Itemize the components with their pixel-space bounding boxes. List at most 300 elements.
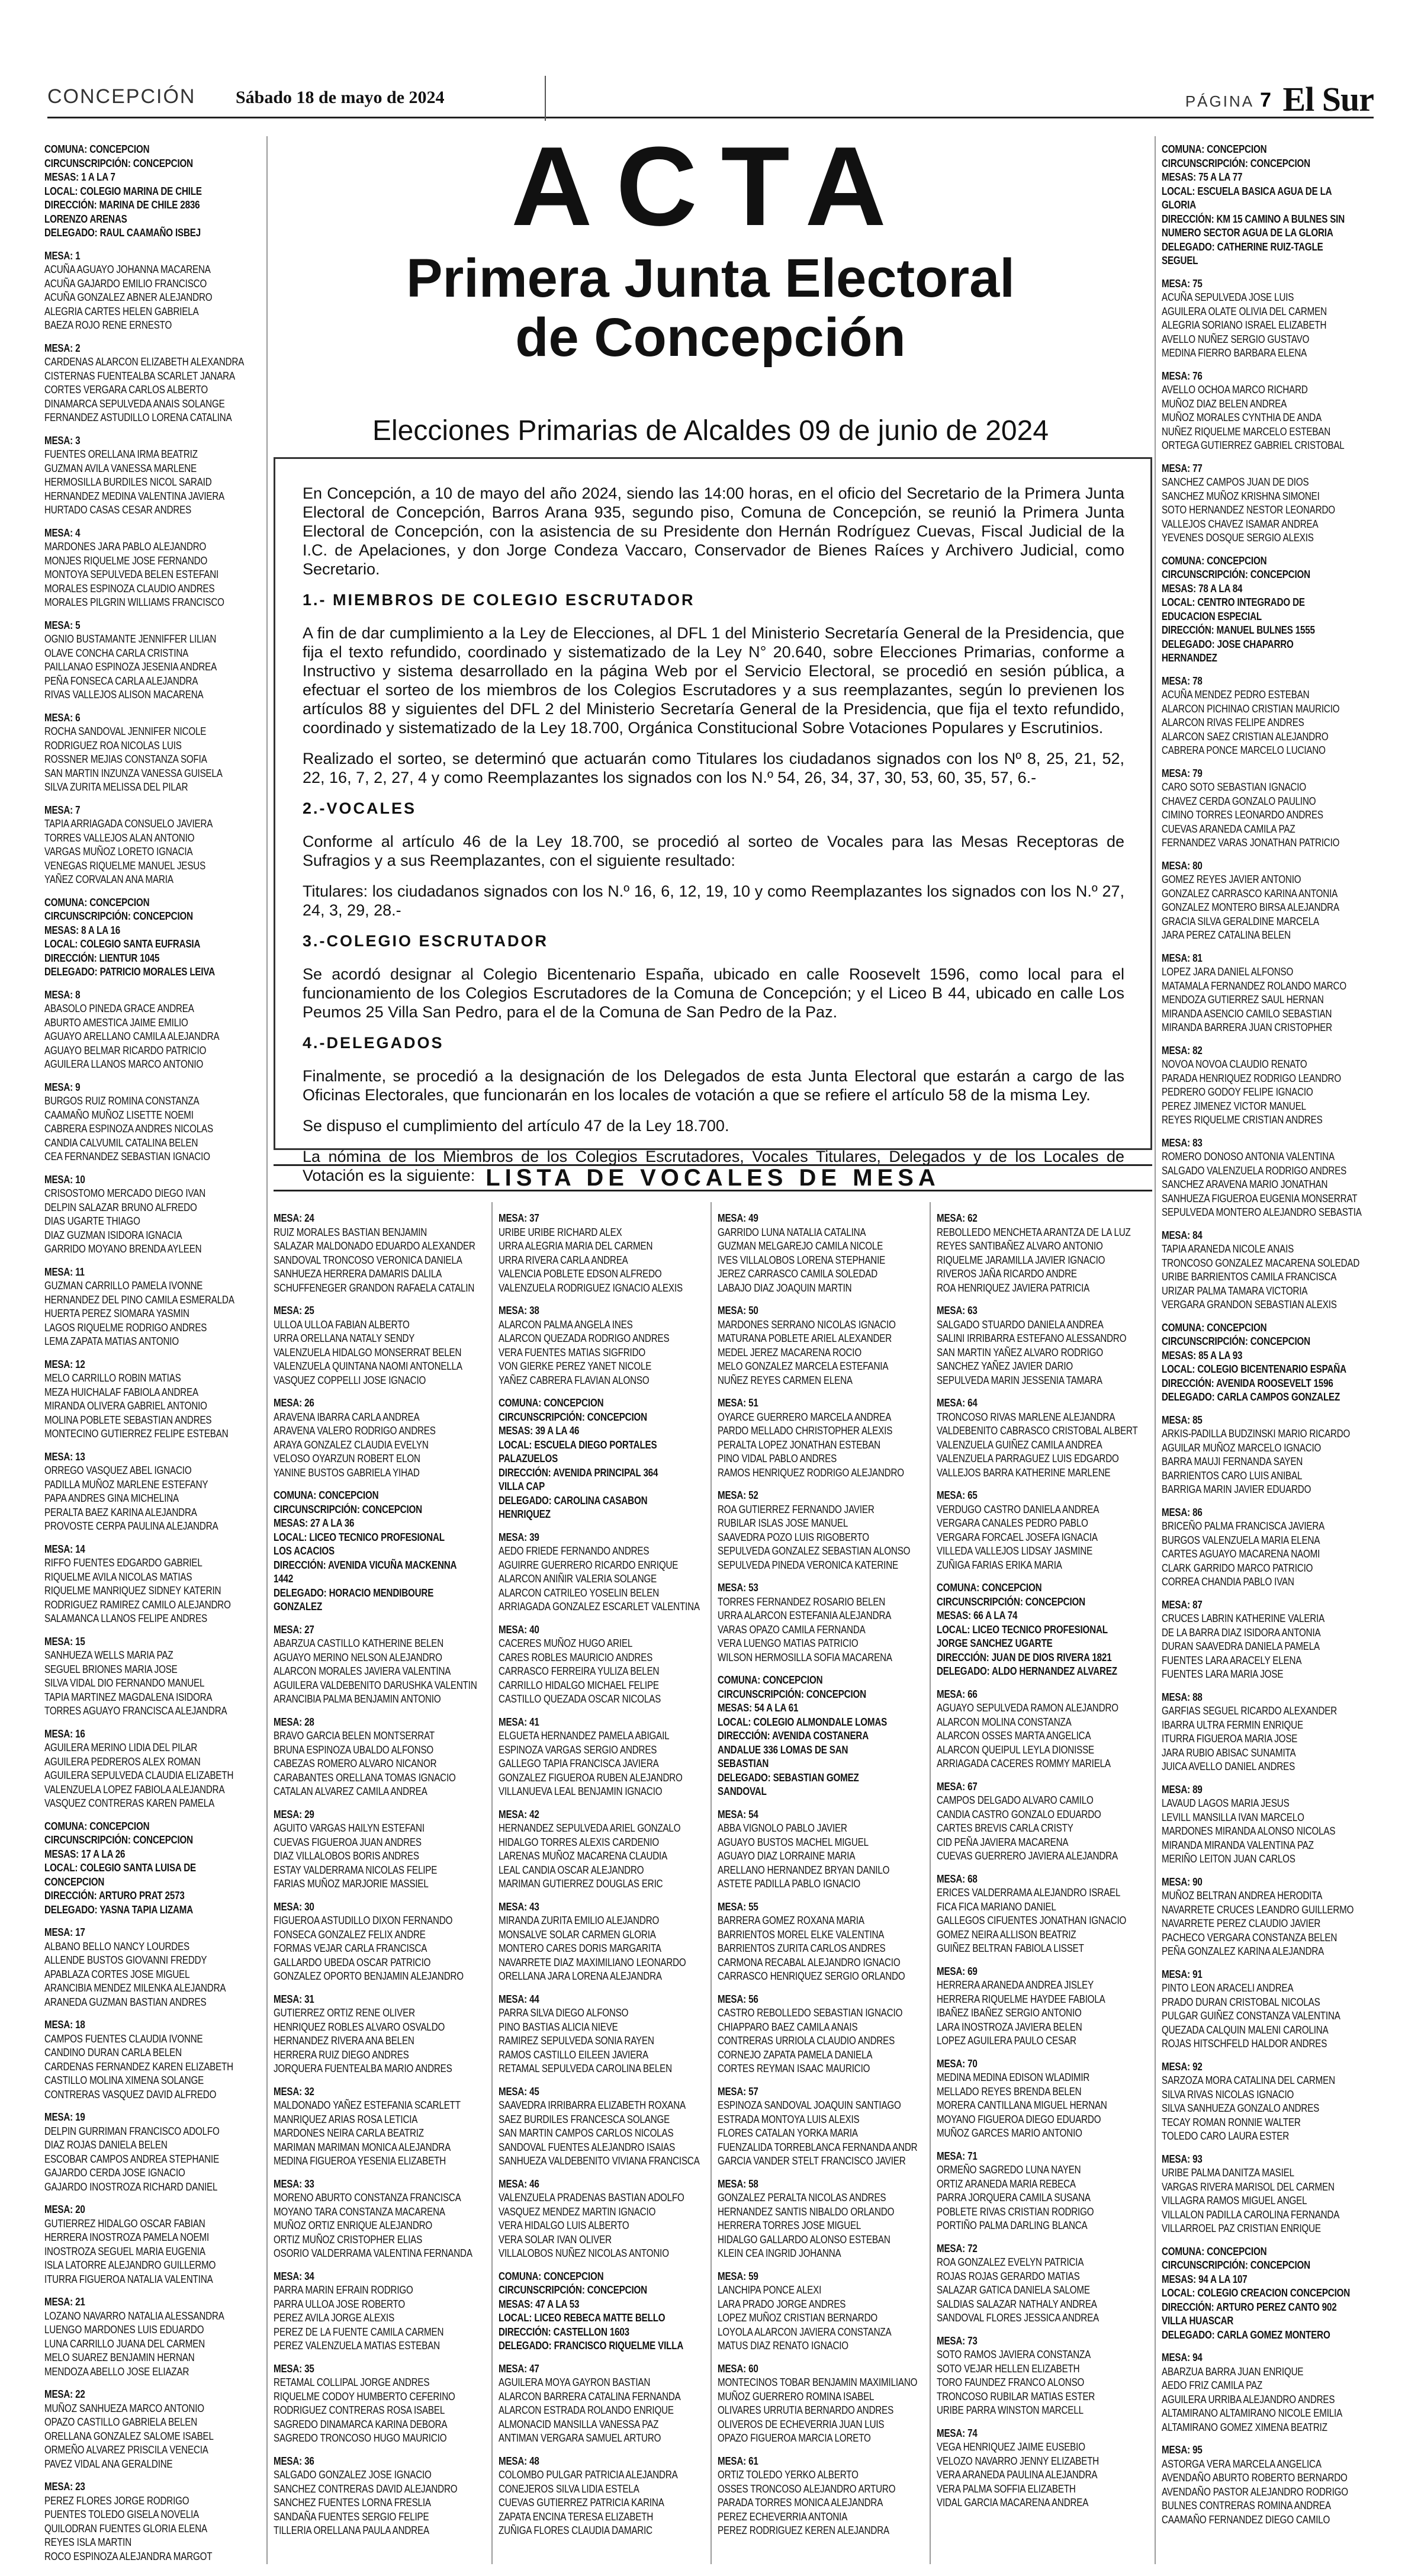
vocal-name: SEPULVEDA GONZALEZ SEBASTIAN ALONSO (718, 1544, 911, 1557)
vocal-name: SEPULVEDA PINEDA VERONICA KATERINE (718, 1558, 898, 1571)
polling-place-line: DELEGADO: SEBASTIAN GOMEZ (718, 1771, 859, 1784)
vocal-name: MATAMALA FERNANDEZ ROLANDO MARCO (1162, 979, 1346, 992)
vocal-name: CEA FERNANDEZ SEBASTIAN IGNACIO (44, 1150, 210, 1162)
mesa-block (1162, 1505, 1378, 1589)
mesa-block (1162, 1598, 1378, 1681)
vocal-name: OLIVEROS DE ECHEVERRIA JUAN LUIS (718, 2417, 885, 2430)
mesa-block (499, 1623, 712, 1706)
vocal-name: SOTO VEJAR HELLEN ELIZABETH (937, 2362, 1080, 2375)
polling-place-line: DIRECCIÓN: JUAN DE DIOS RIVERA 1821 (937, 1650, 1112, 1663)
vocal-name: SEGUEL BRIONES MARIA JOSE (44, 1662, 178, 1675)
vocal-name: MARIMAN MARIMAN MONICA ALEJANDRA (274, 2140, 451, 2153)
vocal-name: NAVARRETE PEREZ CLAUDIO JAVIER (1162, 1917, 1321, 1929)
vocal-name: ISLA LATORRE ALEJANDRO GUILLERMO (44, 2259, 216, 2271)
vocal-name: PUENTES TOLEDO GISELA NOVELIA (44, 2508, 200, 2520)
vocal-name: ALARCON MOLINA CONSTANZA (937, 1715, 1072, 1728)
vocal-name: SANHUEZA HERRERA DAMARIS DALILA (274, 1267, 442, 1280)
polling-place-line: COMUNA: CONCEPCION (499, 1396, 604, 1409)
mesa-title: MESA: 47 (499, 2362, 539, 2375)
mesa-title: MESA: 63 (937, 1304, 978, 1316)
vocal-name: SANDOVAL TRONCOSO VERONICA DANIELA (274, 1253, 462, 1266)
vocal-name: VILLAGRA RAMOS MIGUEL ANGEL (1162, 2194, 1307, 2206)
vocal-name: ABASOLO PINEDA GRACE ANDREA (44, 1002, 194, 1014)
vocal-name: BULNES CONTRERAS ROMINA ANDREA (1162, 2499, 1331, 2511)
vocal-name: SARZOZA MORA CATALINA DEL CARMEN (1162, 2074, 1335, 2086)
mesa-block (937, 2334, 1150, 2417)
vocal-name: RIFFO FUENTES EDGARDO GABRIEL (44, 1556, 202, 1569)
vocal-name: VEGA HENRIQUEZ JAIME EUSEBIO (937, 2440, 1085, 2453)
section-4-paragraph-3: La nómina de los Miembros de los Colegios Escrutadores, Vocales Titulares, Delegados y de los Locales de Votación es la siguiente: (303, 1148, 1124, 1184)
vocal-name: IBAÑEZ IBAÑEZ SERGIO ANTONIO (937, 2006, 1082, 2019)
vocal-name: SALDIAS SALAZAR NATHALY ANDREA (937, 2297, 1097, 2310)
vocal-name: VERA ARANEDA PAULINA ALEJANDRA (937, 2468, 1098, 2481)
vocal-name: RODRIGUEZ CONTRERAS ROSA ISABEL (274, 2404, 445, 2416)
polling-place-line: COMUNA: CONCEPCION (1162, 1321, 1267, 1334)
vocal-name: CRUCES LABRIN KATHERINE VALERIA (1162, 1612, 1325, 1624)
vocal-name: YEVENES DOSQUE SERGIO ALEXIS (1162, 531, 1314, 544)
vocal-name: PAVEZ VIDAL ANA GERALDINE (44, 2457, 173, 2470)
vocal-name: PINTO LEON ARACELI ANDREA (1162, 1981, 1294, 1994)
vocal-name: SANCHEZ CONTRERAS DAVID ALEJANDRO (274, 2482, 458, 2495)
vocal-name: HUERTA PEREZ SIOMARA YASMIN (44, 1307, 189, 1319)
vocal-name: ALTAMIRANO ALTAMIRANO NICOLE EMILIA (1162, 2407, 1343, 2419)
vocal-name: MARDONES JARA PABLO ALEJANDRO (44, 540, 207, 553)
vocal-name: IBARRA ULTRA FERMIN ENRIQUE (1162, 1718, 1303, 1731)
vocal-name: PINO BASTIAS ALICIA NIEVE (499, 2020, 618, 2033)
vocal-name: CORTES VERGARA CARLOS ALBERTO (44, 383, 208, 396)
polling-place-line: DELEGADO: HORACIO MENDIBOURE (274, 1586, 434, 1599)
vocal-name: ALBANO BELLO NANCY LOURDES (44, 1939, 190, 1952)
vocal-name: PULGAR GUIÑEZ CONSTANZA VALENTINA (1162, 2009, 1340, 2022)
vocal-name: LAVAUD LAGOS MARIA JESUS (1162, 1797, 1290, 1809)
vocal-name: SANDOVAL FUENTES ALEJANDRO ISAIAS (499, 2140, 676, 2153)
mesa-title: MESA: 25 (274, 1304, 314, 1316)
vocal-name: ABBA VIGNOLO PABLO JAVIER (718, 1822, 847, 1834)
polling-place-line: MESAS: 94 A LA 107 (1162, 2272, 1248, 2285)
mesa-block (718, 2362, 931, 2445)
vocal-name: LOPEZ MUÑOZ CRISTIAN BERNARDO (718, 2311, 878, 2324)
vocal-name: BRAVO GARCIA BELEN MONTSERRAT (274, 1729, 435, 1742)
vocal-name: GONZALEZ MONTERO BIRSA ALEJANDRA (1162, 901, 1339, 913)
polling-place-line: MESAS: 54 A LA 61 (718, 1701, 799, 1714)
vocal-name: MERIÑO LEITON JUAN CARLOS (1162, 1852, 1295, 1865)
vocal-name: LARA INOSTROZA JAVIERA BELEN (937, 2020, 1082, 2033)
vocal-name: MONSALVE SOLAR CARMEN GLORIA (499, 1928, 656, 1941)
vocal-name: VON GIERKE PEREZ YANET NICOLE (499, 1360, 652, 1372)
vocal-name: CISTERNAS FUENTEALBA SCARLET JANARA (44, 369, 235, 382)
mesa-title: MESA: 71 (937, 2149, 978, 2162)
vocal-name: VALENCIA POBLETE EDSON ALFREDO (499, 1267, 662, 1280)
mesa-block (937, 2149, 1150, 2233)
vocal-name: CAMPOS DELGADO ALVARO CAMILO (937, 1794, 1094, 1806)
mesa-block (274, 1900, 487, 1983)
mesa-block (1162, 369, 1378, 452)
mesa-block (44, 433, 261, 517)
vocal-name: RIQUELME JARAMILLA JAVIER IGNACIO (937, 1253, 1105, 1266)
vocal-name: JARA PEREZ CATALINA BELEN (1162, 929, 1291, 941)
vocal-name: ARRIAGADA CACERES ROMMY MARIELA (937, 1757, 1111, 1769)
polling-place-line: DELEGADO: CARLA GOMEZ MONTERO (1162, 2328, 1330, 2341)
mesa-block (274, 1303, 487, 1387)
vocal-name: MENDOZA GUTIERREZ SAUL HERNAN (1162, 993, 1324, 1006)
mesa-title: MESA: 95 (1162, 2443, 1203, 2456)
vocal-name: ROA GONZALEZ EVELYN PATRICIA (937, 2256, 1084, 2268)
vocal-name: YAÑEZ CABRERA FLAVIAN ALONSO (499, 1373, 650, 1386)
vocal-name: GONZALEZ FIGUEROA RUBEN ALEJANDRO (499, 1771, 683, 1784)
vocal-name: ROA GUTIERREZ FERNANDO JAVIER (718, 1502, 875, 1515)
mesa-block (937, 1396, 1150, 1479)
vocal-name: ALARCON MORALES JAVIERA VALENTINA (274, 1665, 451, 1677)
vocal-name: CARMONA RECABAL ALEJANDRO IGNACIO (718, 1955, 901, 1968)
vocal-name: BARRERA GOMEZ ROXANA MARIA (718, 1914, 864, 1926)
vocal-name: HIDALGO GALLARDO ALONSO ESTEBAN (718, 2233, 890, 2246)
mesa-title: MESA: 79 (1162, 766, 1203, 779)
vocal-name: AGUILERA SEPULVEDA CLAUDIA ELIZABETH (44, 1769, 234, 1781)
section-2-paragraph-2: Titulares: los ciudadanos signados con los N.º 16, 6, 12, 19, 10 y como Reemplazantes los signados con los N.º 27, 24, 3, 29, 28.- (303, 882, 1124, 919)
vocal-name: SALGADO GONZALEZ JOSE IGNACIO (274, 2468, 432, 2481)
vocal-name: TORRES FERNANDEZ ROSARIO BELEN (718, 1595, 886, 1608)
vocal-name: ASTETE PADILLA PABLO IGNACIO (718, 1877, 861, 1890)
vocal-name: ORMEÑO SAGREDO LUNA NAYEN (937, 2163, 1081, 2176)
mesa-title: MESA: 45 (499, 2084, 539, 2098)
vocal-name: VELOZO NAVARRO JENNY ELIZABETH (937, 2454, 1099, 2467)
polling-place-line: LOS ACACIOS (274, 1544, 335, 1557)
vocal-name: VASQUEZ COPPELLI JOSE IGNACIO (274, 1373, 426, 1386)
vocal-name: SALAZAR MALDONADO EDUARDO ALEXANDER (274, 1239, 475, 1252)
mesa-title: MESA: 26 (274, 1396, 314, 1409)
vocal-name: PARRA SILVA DIEGO ALFONSO (499, 2006, 629, 2019)
mesa-block (274, 1992, 487, 2076)
vocal-name: LARENAS MUÑOZ MACARENA CLAUDIA (499, 1849, 668, 1862)
polling-place-line: GONZALEZ (274, 1600, 323, 1613)
vocal-name: ZUÑIGA FLORES CLAUDIA DAMARIC (499, 2524, 652, 2536)
mesa-block (499, 1303, 712, 1387)
polling-place-line: DELEGADO: CATHERINE RUIZ-TAGLE (1162, 240, 1323, 253)
vocal-name: RODRIGUEZ ROA NICOLAS LUIS (44, 738, 182, 751)
mesa-block (44, 1634, 261, 1718)
vocal-name: MEDINA MEDINA EDISON WLADIMIR (937, 2071, 1090, 2083)
mesa-title: MESA: 35 (274, 2362, 314, 2375)
vocal-name: URIBE PALMA DANITZA MASIEL (1162, 2166, 1294, 2179)
polling-place-line: JORGE SANCHEZ UGARTE (937, 1637, 1053, 1649)
vocal-name: ALARCON RIVAS FELIPE ANDRES (1162, 716, 1304, 728)
vocal-name: SANHUEZA WELLS MARIA PAZ (44, 1649, 173, 1661)
vocal-name: ARANCIBIA PALMA BENJAMIN ANTONIO (274, 1692, 441, 1705)
polling-place-line: EDUCACION ESPECIAL (1162, 609, 1262, 622)
vocal-name: ELGUETA HERNANDEZ PAMELA ABIGAIL (499, 1729, 670, 1742)
vocal-name: SAGREDO DINAMARCA KARINA DEBORA (274, 2417, 448, 2430)
vocal-name: FUENZALIDA TORREBLANCA FERNANDA ANDR (718, 2140, 918, 2153)
vocal-name: JORQUERA FUENTEALBA MARIO ANDRES (274, 2062, 452, 2074)
vocal-name: VALLEJOS CHAVEZ ISAMAR ANDREA (1162, 517, 1319, 530)
polling-place-line: DELEGADO: CAROLINA CASABON (499, 1493, 648, 1507)
list-title: LISTA DE VOCALES DE MESA (274, 1164, 1152, 1191)
polling-place-line: DELEGADO: YASNA TAPIA LIZAMA (44, 1903, 194, 1916)
vocal-name: SEPULVEDA MONTERO ALEJANDRO SEBASTIA (1162, 1206, 1362, 1218)
vocal-name: ESTAY VALDERRAMA NICOLAS FELIPE (274, 1863, 438, 1876)
vocal-name: AEDO FRIEDE FERNANDO ANDRES (499, 1544, 650, 1557)
vocal-name: HERRERA RIQUELME HAYDEE FABIOLA (937, 1992, 1105, 2005)
vocal-name: CID PEÑA JAVIERA MACARENA (937, 1835, 1069, 1848)
polling-place-line: PALAZUELOS (499, 1452, 558, 1464)
vocal-name: ANTIMAN VERGARA SAMUEL ARTURO (499, 2432, 661, 2444)
vocal-name: ACUÑA AGUAYO JOHANNA MACARENA (44, 263, 211, 275)
vocal-name: ROJAS HITSCHFELD HALDOR ANDRES (1162, 2037, 1327, 2050)
vocal-name: ARKIS-PADILLA BUDZINSKI MARIO RICARDO (1162, 1427, 1351, 1440)
mesa-title: MESA: 61 (718, 2454, 758, 2467)
vocal-name: MUÑOZ GARCES MARIO ANTONIO (937, 2127, 1082, 2139)
vocal-name: VILLANUEVA LEAL BENJAMIN IGNACIO (499, 1785, 663, 1797)
vocal-name: URRA ALARCON ESTEFANIA ALEJANDRA (718, 1609, 892, 1621)
vocal-name: MIRANDA ASENCIO CAMILO SEBASTIAN (1162, 1007, 1332, 1020)
mesa-block (718, 1211, 931, 1295)
vocal-name: RODRIGUEZ RAMIREZ CAMILO ALEJANDRO (44, 1598, 231, 1611)
mesa-block (499, 1807, 712, 1891)
vocal-name: SAN MARTIN INZUNZA VANESSA GUISELA (44, 766, 223, 779)
vocal-name: GALLEGO TAPIA FRANCISCA JAVIERA (499, 1757, 659, 1769)
vocal-name: RAMOS HENRIQUEZ RODRIGO ALEJANDRO (718, 1466, 904, 1479)
column-divider (1155, 136, 1156, 2564)
vocal-name: SOTO HERNANDEZ NESTOR LEONARDO (1162, 503, 1335, 516)
vocal-name: QUILODRAN FUENTES GLORIA ELENA (44, 2522, 207, 2535)
vocal-name: CATALAN ALVAREZ CAMILA ANDREA (274, 1785, 427, 1797)
vocal-name: MELO CARRILLO ROBIN MATIAS (44, 1371, 181, 1384)
vocal-name: VELOSO OYARZUN ROBERT ELON (274, 1452, 420, 1464)
polling-place-line: CIRCUNSCRIPCIÓN: CONCEPCION (937, 1595, 1085, 1608)
vocal-name: AVELLO NUÑEZ SERGIO GUSTAVO (1162, 332, 1310, 345)
vocal-name: MUÑOZ ORTIZ ENRIQUE ALEJANDRO (274, 2219, 433, 2231)
polling-place-line: CIRCUNSCRIPCIÓN: CONCEPCION (1162, 156, 1310, 169)
vocal-name: SALGADO VALENZUELA RODRIGO ANDRES (1162, 1164, 1347, 1177)
vocal-name: CANDINO DURAN CARLA BELEN (44, 2046, 182, 2058)
mesa-title: MESA: 82 (1162, 1043, 1203, 1056)
vocal-name: VALDEBENITO CABRASCO CRISTOBAL ALBERT (937, 1424, 1138, 1437)
mesa-title: MESA: 2 (44, 341, 81, 354)
mesa-block (1162, 1228, 1378, 1312)
vocal-name: BURGOS VALENZUELA MARIA ELENA (1162, 1533, 1320, 1546)
vocal-name: PARRA MARIN EFRAIN RODRIGO (274, 2283, 413, 2296)
mesa-title: MESA: 91 (1162, 1967, 1203, 1980)
vocal-name: MARDONES NEIRA CARLA BEATRIZ (274, 2127, 424, 2139)
vocal-name: CUEVAS GUTIERREZ PATRICIA KARINA (499, 2496, 664, 2508)
mesa-block (274, 1211, 487, 1295)
mesa-title: MESA: 43 (499, 1900, 539, 1913)
vocal-name: OSSES TRONCOSO ALEJANDRO ARTURO (718, 2482, 896, 2495)
mesa-title: MESA: 48 (499, 2454, 539, 2467)
vocal-name: GONZALEZ CARRASCO KARINA ANTONIA (1162, 886, 1338, 900)
mesa-title: MESA: 40 (499, 1623, 539, 1636)
polling-place-line: CIRCUNSCRIPCIÓN: CONCEPCION (274, 1502, 422, 1515)
vocal-name: BAEZA ROJO RENE ERNESTO (44, 319, 172, 331)
vocal-name: CARDENAS ALARCON ELIZABETH ALEXANDRA (44, 355, 245, 368)
vocal-name: LARA PRADO JORGE ANDRES (718, 2297, 846, 2310)
vocal-name: ALARCON SAEZ CRISTIAN ALEJANDRO (1162, 730, 1329, 743)
vocal-name: CABRERA PONCE MARCELO LUCIANO (1162, 744, 1326, 756)
vocal-name: AGUAYO SEPULVEDA RAMON ALEJANDRO (937, 1701, 1118, 1714)
mesa-block (499, 1530, 712, 1614)
vocal-name: NAVARRETE DIAZ MAXIMILIANO LEONARDO (499, 1955, 686, 1968)
vocal-name: SALAMANCA LLANOS FELIPE ANDRES (44, 1612, 207, 1624)
vocal-name: CONTRERAS URRIOLA CLAUDIO ANDRES (718, 2034, 895, 2047)
vocal-name: AGUILERA PEDREROS ALEX ROMAN (44, 1755, 201, 1768)
mesa-block (718, 1396, 931, 1479)
column-divider (491, 1202, 493, 2564)
mesa-title: MESA: 10 (44, 1173, 85, 1186)
vocal-name: ALMONACID MANSILLA VANESSA PAZ (499, 2417, 659, 2430)
vocal-name: CONTRERAS VASQUEZ DAVID ALFREDO (44, 2087, 217, 2100)
page-header (47, 82, 1374, 118)
vocal-name: VALENZUELA PARRAGUEZ LUIS EDGARDO (937, 1452, 1119, 1464)
vocal-name: DINAMARCA SEPULVEDA ANAIS SOLANGE (44, 397, 225, 410)
vocal-name: LANCHIPA PONCE ALEXI (718, 2283, 822, 2296)
vocal-name: ABARZUA CASTILLO KATHERINE BELEN (274, 1637, 443, 1649)
mesa-title: MESA: 37 (499, 1212, 539, 1224)
mesa-block (1162, 2060, 1378, 2143)
mesa-title: MESA: 16 (44, 1727, 85, 1740)
polling-place-line: CIRCUNSCRIPCIÓN: CONCEPCION (499, 1410, 647, 1423)
vocal-name: CARES ROBLES MAURICIO ANDRES (499, 1650, 653, 1663)
polling-place-line: LOCAL: COLEGIO SANTA LUISA DE (44, 1861, 196, 1874)
mesa-block (718, 2269, 931, 2353)
mesa-title: MESA: 15 (44, 1634, 85, 1647)
mesa-title: MESA: 89 (1162, 1782, 1203, 1796)
polling-place-line: COMUNA: CONCEPCION (44, 143, 150, 155)
vocal-name: CONEJEROS SILVA LIDIA ESTELA (499, 2482, 639, 2495)
vocal-name: CAAMAÑO FERNANDEZ DIEGO CAMILO (1162, 2513, 1330, 2526)
vocal-name: ROJAS ROJAS GERARDO MATIAS (937, 2269, 1080, 2282)
mesa-block (1162, 766, 1378, 850)
vocal-name: ALARCON QUEIPUL LEYLA DIONISSE (937, 1743, 1094, 1756)
polling-place-line: CIRCUNSCRIPCIÓN: CONCEPCION (44, 910, 193, 922)
vocal-name: MENDOZA ABELLO JOSE ELIAZAR (44, 2365, 189, 2378)
vocal-name: DELPIN GURRIMAN FRANCISCO ADOLFO (44, 2124, 220, 2137)
vocal-name: AGUILERA VALDEBENITO DARUSHKA VALENTIN (274, 1678, 477, 1691)
vocal-name: HERNANDEZ MEDINA VALENTINA JAVIERA (44, 489, 225, 502)
vocal-name: PRADO DURAN CRISTOBAL NICOLAS (1162, 1995, 1320, 2008)
mesa-block (274, 2084, 487, 2168)
vocal-name: LAGOS RIQUELME RODRIGO ANDRES (44, 1321, 207, 1334)
mesa-title: MESA: 55 (718, 1900, 758, 1913)
vocal-name: ORTIZ ARANEDA MARIA REBECA (937, 2177, 1076, 2190)
mesa-block (274, 2454, 487, 2538)
vocal-name: POBLETE RIVAS CRISTIAN RODRIGO (937, 2205, 1094, 2218)
mesa-title: MESA: 19 (44, 2111, 85, 2123)
vocal-name: MONTERO CARES DORIS MARGARITA (499, 1942, 661, 1954)
column-divider (266, 136, 268, 2564)
vocal-name: OSORIO VALDERRAMA VALENTINA FERNANDA (274, 2247, 472, 2259)
vocal-name: SILVA VIDAL DIO FERNANDO MANUEL (44, 1676, 205, 1689)
vocal-name: MANRIQUEZ ARIAS ROSA LETICIA (274, 2112, 418, 2125)
vocal-name: SILVA SANHUEZA GONZALO ANDRES (1162, 2102, 1320, 2114)
polling-place-line: LOCAL: CENTRO INTEGRADO DE (1162, 596, 1305, 608)
junta-title-line1: Primera Junta Electoral (406, 248, 1015, 309)
vocal-name: AGUILERA MOYA GAYRON BASTIAN (499, 2376, 651, 2388)
vocal-name: PAILLANAO ESPINOZA JESENIA ANDREA (44, 660, 217, 673)
column-right (1162, 142, 1378, 2535)
vocal-name: JEREZ CARRASCO CAMILA SOLEDAD (718, 1267, 878, 1280)
mesa-block (274, 2269, 487, 2353)
vocal-name: VENEGAS RIQUELME MANUEL JESUS (44, 859, 206, 872)
vocal-name: LUNA CARRILLO JUANA DEL CARMEN (44, 2337, 205, 2350)
mesa-block (1162, 461, 1378, 545)
mesa-block (718, 1900, 931, 1983)
vocal-name: MONJES RIQUELME JOSE FERNANDO (44, 554, 208, 567)
mesa-block (44, 2479, 261, 2563)
vocal-name: MARIMAN GUTIERREZ DOUGLAS ERIC (499, 1877, 663, 1890)
vocal-name: AVELLO OCHOA MARCO RICHARD (1162, 383, 1308, 396)
mesa-title: MESA: 78 (1162, 674, 1203, 687)
vocal-name: ALARCON BARRERA CATALINA FERNANDA (499, 2389, 681, 2402)
mesa-block (274, 1396, 487, 1479)
vocal-name: RUIZ MORALES BASTIAN BENJAMIN (274, 1225, 427, 1238)
vocal-name: LABAJO DIAZ JOAQUIN MARTIN (718, 1281, 852, 1294)
vocal-name: MONTECINO GUTIERREZ FELIPE ESTEBAN (44, 1427, 229, 1440)
mesa-title: MESA: 9 (44, 1080, 81, 1093)
mesa-block (1162, 1875, 1378, 1958)
polling-place-line: CIRCUNSCRIPCIÓN: CONCEPCION (718, 1687, 866, 1700)
vocal-name: VILLARROEL PAZ CRISTIAN ENRIQUE (1162, 2222, 1321, 2234)
vocal-name: ALEGRIA SORIANO ISRAEL ELIZABETH (1162, 319, 1327, 331)
polling-place-line: MESAS: 66 A LA 74 (937, 1609, 1018, 1621)
mesa-title: MESA: 57 (718, 2084, 758, 2098)
polling-place-line: CIRCUNSCRIPCIÓN: CONCEPCION (1162, 2259, 1310, 2271)
vocal-name: HERNANDEZ RIVERA ANA BELEN (274, 2034, 414, 2047)
vocal-name: MIRANDA BARRERA JUAN CRISTOPHER (1162, 1021, 1332, 1033)
vocal-name: FONSECA GONZALEZ FELIX ANDRE (274, 1928, 426, 1941)
vocal-name: PAPA ANDRES GINA MICHELINA (44, 1492, 179, 1504)
vocal-name: PEDRERO GODOY FELIPE IGNACIO (1162, 1085, 1313, 1098)
mesa-title: MESA: 32 (274, 2084, 314, 2098)
polling-place-header (44, 895, 261, 979)
vocal-name: DURAN SAAVEDRA DANIELA PAMELA (1162, 1640, 1320, 1652)
vocal-name: CARRASCO FERREIRA YULIZA BELEN (499, 1665, 660, 1677)
mesa-title: MESA: 27 (274, 1623, 314, 1636)
vocal-name: CARRILLO HIDALGO MICHAEL FELIPE (499, 1678, 659, 1691)
vocal-name: ARELLANO HERNANDEZ BRYAN DANILO (718, 1863, 890, 1876)
mesa-block (499, 1715, 712, 1798)
junta-title-line2: de Concepción (515, 307, 906, 368)
vocal-name: ROCO ESPINOZA ALEJANDRA MARGOT (44, 2549, 213, 2562)
vocal-name: VERGARA GRANDON SEBASTIAN ALEXIS (1162, 1298, 1337, 1311)
polling-place-line: MESAS: 27 A LA 36 (274, 1517, 355, 1529)
vocal-name: MUÑOZ GUERRERO ROMINA ISABEL (718, 2389, 875, 2402)
mesa-block (718, 1303, 931, 1387)
mesa-title: MESA: 3 (44, 433, 81, 447)
vocal-name: PEREZ AVILA JORGE ALEXIS (274, 2311, 395, 2324)
vocal-name: ESPINOZA SANDOVAL JOAQUIN SANTIAGO (718, 2099, 901, 2111)
vocal-name: OLAVE CONCHA CARLA CRISTINA (44, 646, 189, 659)
mesa-title: MESA: 86 (1162, 1505, 1203, 1518)
mesa-block (937, 2241, 1150, 2325)
vocal-name: ALARCON ANIÑIR VALERIA SOLANGE (499, 1572, 657, 1585)
vocal-name: CORREA CHANDIA PABLO IVAN (1162, 1575, 1294, 1588)
vocal-name: PEREZ JIMENEZ VICTOR MANUEL (1162, 1099, 1306, 1112)
polling-place-line: MESAS: 47 A LA 53 (499, 2297, 580, 2310)
mesa-block (44, 711, 261, 794)
polling-place-line: 1442 (274, 1572, 294, 1585)
vocal-name: CORTES REYMAN ISAAC MAURICIO (718, 2062, 870, 2074)
mesa-block (499, 2084, 712, 2168)
vocal-name: CACERES MUÑOZ HUGO ARIEL (499, 1637, 633, 1649)
section-4-paragraph-2: Se dispuso el cumplimiento del artículo 47 de la Ley 18.700. (303, 1117, 729, 1135)
vocal-name: CASTILLO QUEZADA OSCAR NICOLAS (499, 1692, 661, 1705)
mesa-title: MESA: 62 (937, 1212, 978, 1224)
mesa-title: MESA: 81 (1162, 951, 1203, 964)
vocal-name: ARAVENA VALERO RODRIGO ANDRES (274, 1424, 436, 1437)
vocal-name: ITURRA FIGUEROA MARIA JOSE (1162, 1732, 1298, 1745)
vocal-name: TORRES VALLEJOS ALAN ANTONIO (44, 831, 195, 844)
mesa-title: MESA: 72 (937, 2241, 978, 2254)
